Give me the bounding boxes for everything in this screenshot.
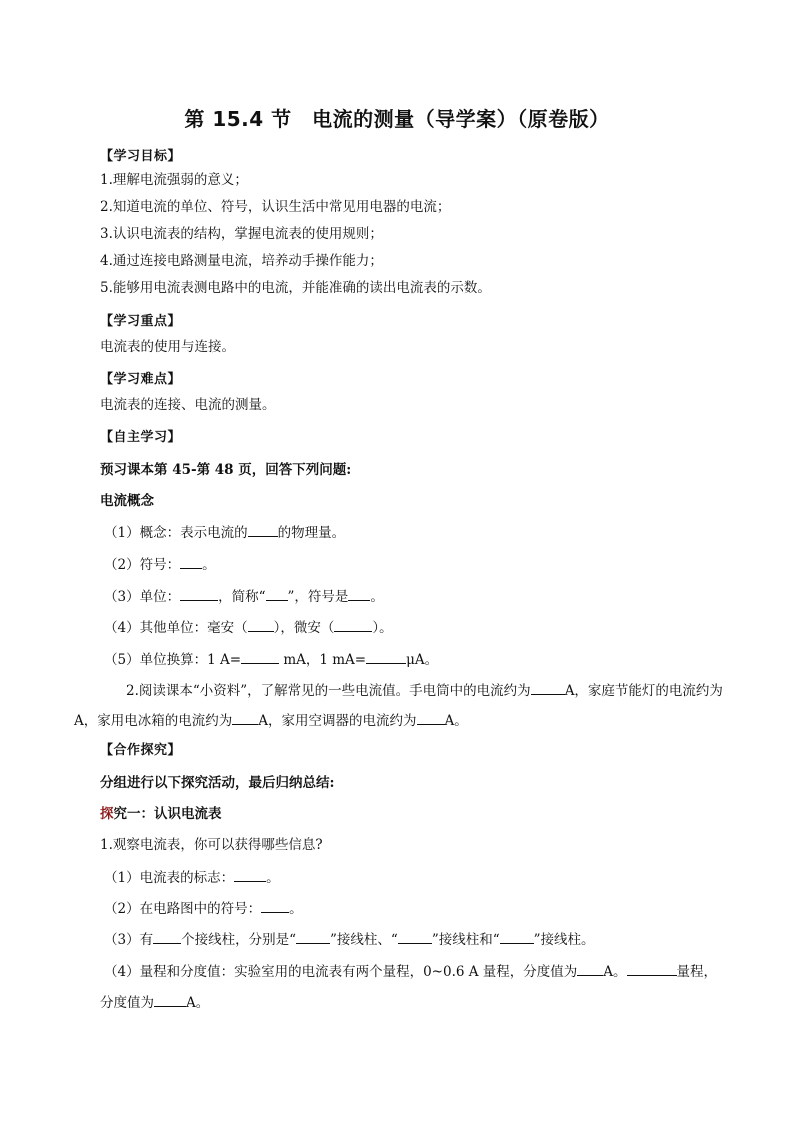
key-points-text: 电流表的使用与连接。 <box>100 339 235 355</box>
answer-blank[interactable] <box>500 930 534 944</box>
question-range-line2: 分度值为 A。 <box>100 995 210 1011</box>
answer-blank[interactable] <box>154 993 186 1007</box>
objective-item: 2.知道电流的单位、符号，认识生活中常见用电器的电流； <box>100 199 451 215</box>
objective-item: 4.通过连接电路测量电流，培养动手操作能力； <box>100 253 383 269</box>
question-symbol: （2）符号： 。 <box>104 557 216 573</box>
answer-blank[interactable] <box>577 962 603 976</box>
observe-question: 1.观察电流表，你可以获得哪些信息? <box>100 837 323 853</box>
answer-blank[interactable] <box>248 618 274 632</box>
answer-blank[interactable] <box>531 681 565 695</box>
answer-blank[interactable] <box>366 650 406 664</box>
explore-one-heading: 探究一：认识电流表 <box>100 806 222 822</box>
objective-item: 3.认识电流表的结构，掌握电流表的使用规则； <box>100 226 383 242</box>
answer-blank[interactable] <box>348 587 370 601</box>
answer-blank[interactable] <box>398 930 432 944</box>
answer-blank[interactable] <box>180 587 218 601</box>
page-title: 第 15.4 节 电流的测量（导学案）（原卷版） <box>184 107 610 131</box>
reading-question-line2: A，家用电冰箱的电流约为 A，家用空调器的电流约为 A。 <box>74 713 468 729</box>
objectives-header: 【学习目标】 <box>100 149 182 164</box>
answer-blank[interactable] <box>248 523 278 537</box>
question-conversion: （5）单位换算：1 A= mA，1 mA= μA。 <box>104 652 439 668</box>
difficulties-text: 电流表的连接、电流的测量。 <box>100 397 276 413</box>
question-ammeter-mark: （1）电流表的标志： 。 <box>104 870 280 886</box>
cooperation-instruction: 分组进行以下探究活动，最后归纳总结: <box>100 775 335 791</box>
key-points-header: 【学习重点】 <box>100 314 182 329</box>
question-unit: （3）单位： ，简称“ ”，符号是 。 <box>104 589 384 605</box>
answer-blank[interactable] <box>296 930 330 944</box>
question-other-units: （4）其他单位：毫安（ ），微安（ ）。 <box>104 620 393 636</box>
answer-blank[interactable] <box>153 930 181 944</box>
objective-item: 1.理解电流强弱的意义； <box>100 172 248 188</box>
objective-item: 5.能够用电流表测电路中的电流，并能准确的读出电流表的示数。 <box>100 280 491 296</box>
answer-blank[interactable] <box>234 868 266 882</box>
current-concept-subheader: 电流概念 <box>100 493 154 509</box>
question-terminals: （3）有 个接线柱，分别是“ ”接线柱、“ ”接线柱和“ ”接线柱。 <box>104 932 595 948</box>
answer-blank[interactable] <box>266 587 288 601</box>
difficulties-header: 【学习难点】 <box>100 372 182 387</box>
answer-blank[interactable] <box>232 711 258 725</box>
question-concept: （1）概念：表示电流的 的物理量。 <box>104 525 346 541</box>
answer-blank[interactable] <box>241 650 279 664</box>
question-circuit-symbol: （2）在电路图中的符号： 。 <box>104 901 303 917</box>
self-study-header: 【自主学习】 <box>100 430 182 445</box>
question-range-line1: （4）量程和分度值：实验室用的电流表有两个量程，0~0.6 A 量程，分度值为 A。 量程， <box>104 964 718 980</box>
self-study-instruction: 预习课本第 45-第 48 页，回答下列问题: <box>100 462 352 478</box>
answer-blank[interactable] <box>180 555 202 569</box>
cooperation-header: 【合作探究】 <box>100 743 182 758</box>
answer-blank[interactable] <box>334 618 372 632</box>
answer-blank[interactable] <box>627 962 677 976</box>
answer-blank[interactable] <box>417 711 445 725</box>
answer-blank[interactable] <box>261 899 289 913</box>
reading-question-line1: 2.阅读课本“小资料”，了解常见的一些电流值。手电筒中的电流约为 A，家庭节能灯的电流约为 <box>126 683 723 699</box>
